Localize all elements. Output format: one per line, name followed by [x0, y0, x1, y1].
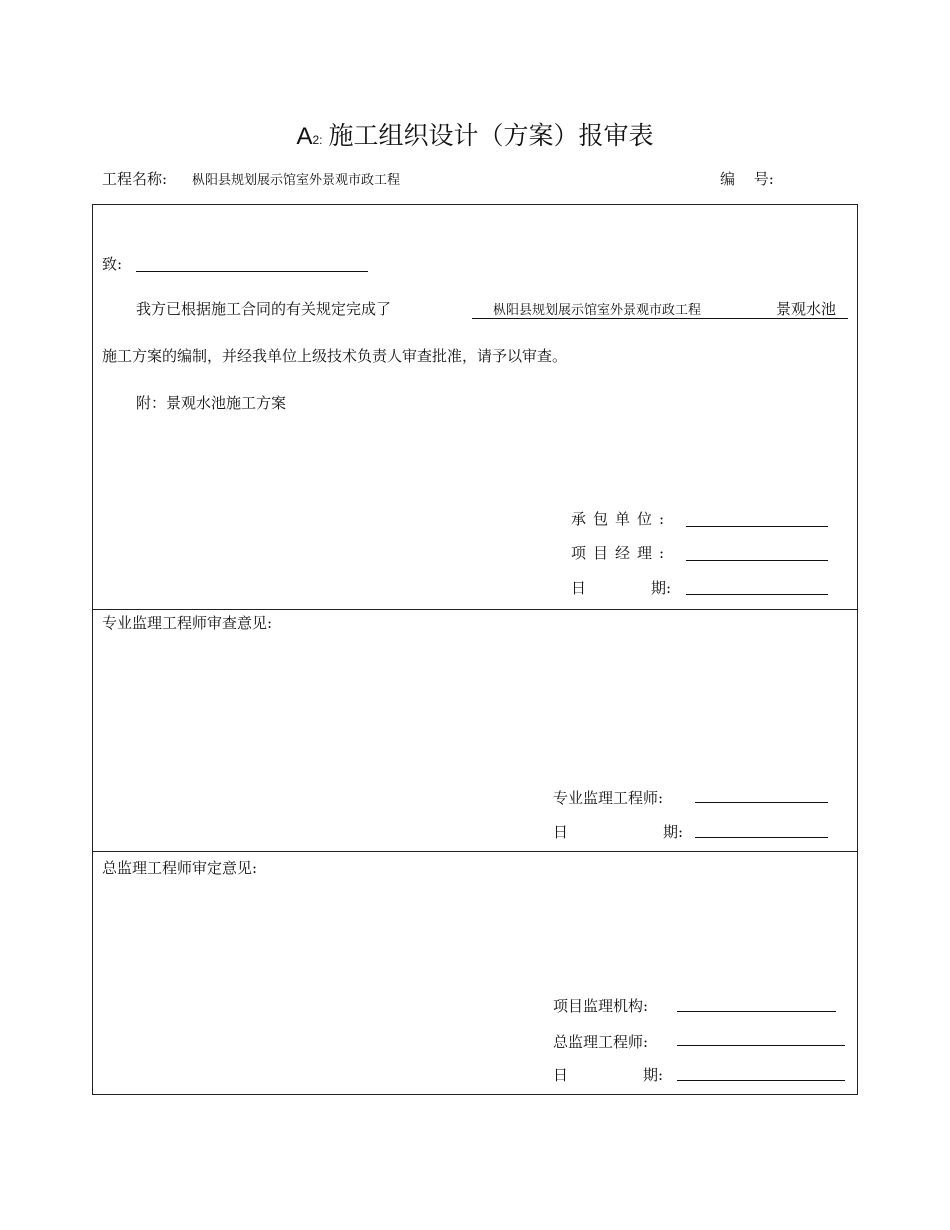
statement-line-2: 施工方案的编制，并经我单位上级技术负责人审查批准，请予以审查。 [102, 347, 568, 365]
title-prefix-letter: A [296, 123, 313, 150]
statement-line-1: 我方已根据施工合同的有关规定完成了 [136, 300, 392, 318]
manager-field[interactable] [686, 560, 828, 561]
chief-org-label: 项目监理机构: [553, 997, 649, 1015]
engineer-date-field[interactable] [695, 837, 828, 838]
date-label-char-1: 日 [571, 579, 587, 597]
section-divider-2 [92, 851, 858, 852]
statement-fill-underline [472, 318, 848, 319]
engineer-sign-field[interactable] [695, 802, 828, 803]
to-label: 致: [102, 255, 123, 273]
title-prefix-sub: 2: [312, 133, 323, 147]
contractor-label: 承包单位: [571, 510, 672, 528]
chief-date-char-1: 日 [553, 1066, 569, 1084]
to-field[interactable] [136, 271, 368, 272]
engineer-date-char-2: 期: [663, 823, 684, 841]
project-name-label: 工程名称: [102, 170, 168, 188]
engineer-sign-label: 专业监理工程师: [553, 789, 664, 807]
chief-sign-label: 总监理工程师: [553, 1033, 649, 1051]
number-label: 编 号: [720, 170, 774, 188]
contractor-field[interactable] [686, 526, 828, 527]
chief-date-field[interactable] [677, 1080, 845, 1081]
engineer-review-heading: 专业监理工程师审查意见: [102, 614, 273, 632]
date-label-char-2: 期: [651, 579, 672, 597]
chief-org-field[interactable] [677, 1011, 836, 1012]
chief-date-char-2: 期: [643, 1066, 664, 1084]
submission-date-field[interactable] [686, 594, 828, 595]
attachment-text: 附：景观水池施工方案 [136, 394, 287, 412]
form-frame [92, 204, 858, 1095]
engineer-date-char-1: 日 [553, 823, 569, 841]
project-name-value: 枞阳县规划展示馆室外景观市政工程 [192, 173, 401, 188]
statement-project-fill: 枞阳县规划展示馆室外景观市政工程 [493, 303, 702, 318]
chief-review-heading: 总监理工程师审定意见: [102, 859, 258, 877]
manager-label: 项目经理: [571, 544, 672, 562]
chief-sign-field[interactable] [677, 1045, 845, 1046]
statement-item-fill: 景观水池 [776, 300, 837, 318]
page-title [0, 116, 950, 152]
section-divider-1 [92, 609, 858, 610]
title-text: 施工组织设计（方案）报审表 [328, 121, 654, 150]
